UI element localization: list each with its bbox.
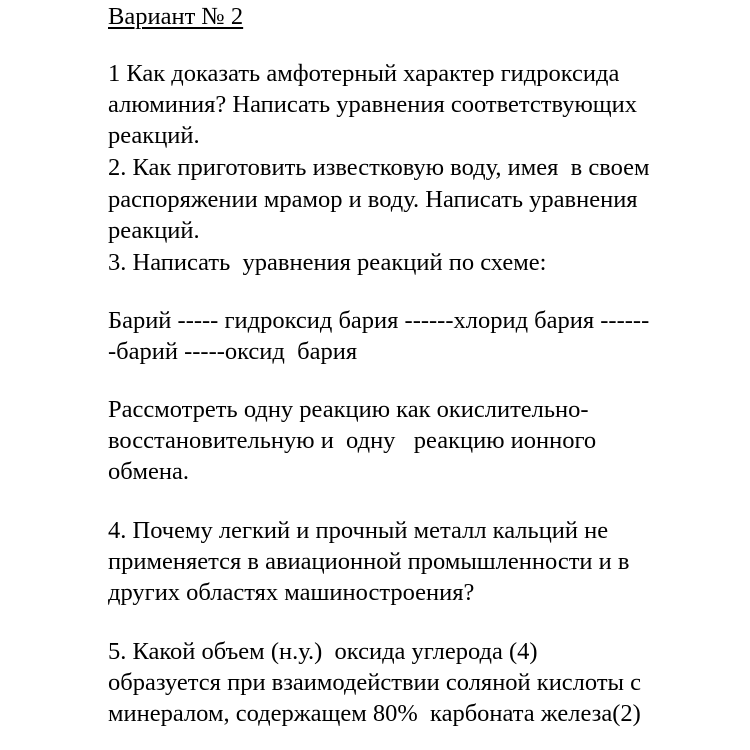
question-4-line-3: других областях машиностроения? [108, 579, 475, 606]
variant-title: Вариант № 2 [108, 3, 244, 30]
reaction-scheme-line-2: -барий -----оксид бария [108, 338, 358, 365]
question-4-line-1: 4. Почему легкий и прочный металл кальций не [108, 517, 609, 544]
instruction-line-1: Рассмотреть одну реакцию как окислительно- [108, 396, 589, 423]
question-5-line-3: минералом, содержащем 80% карбоната железа(2) [108, 700, 641, 727]
question-5-line-2: образуется при взаимодействии соляной кислоты с [108, 669, 642, 696]
question-2-line-1: 2. Как приготовить известковую воду, имея в своем [108, 154, 650, 181]
question-2-line-2: распоряжении мрамор и воду. Написать уравнения [108, 186, 638, 213]
question-3-line-1: 3. Написать уравнения реакций по схеме: [108, 249, 547, 276]
instruction-line-2: восстановительную и одну реакцию ионного [108, 427, 597, 454]
question-2-line-3: реакций. [108, 217, 200, 244]
question-1-line-3: реакций. [108, 122, 200, 149]
question-4-line-2: применяется в авиационной промышленности и в [108, 548, 630, 575]
instruction-line-3: обмена. [108, 458, 189, 485]
reaction-scheme-line-1: Барий ----- гидроксид бария ------хлорид бария ------ [108, 307, 650, 334]
question-1-line-2: алюминия? Написать уравнения соответствующих [108, 91, 637, 118]
question-5-line-1: 5. Какой объем (н.у.) оксида углерода (4) [108, 638, 538, 665]
question-1-line-1: 1 Как доказать амфотерный характер гидроксида [108, 60, 620, 87]
